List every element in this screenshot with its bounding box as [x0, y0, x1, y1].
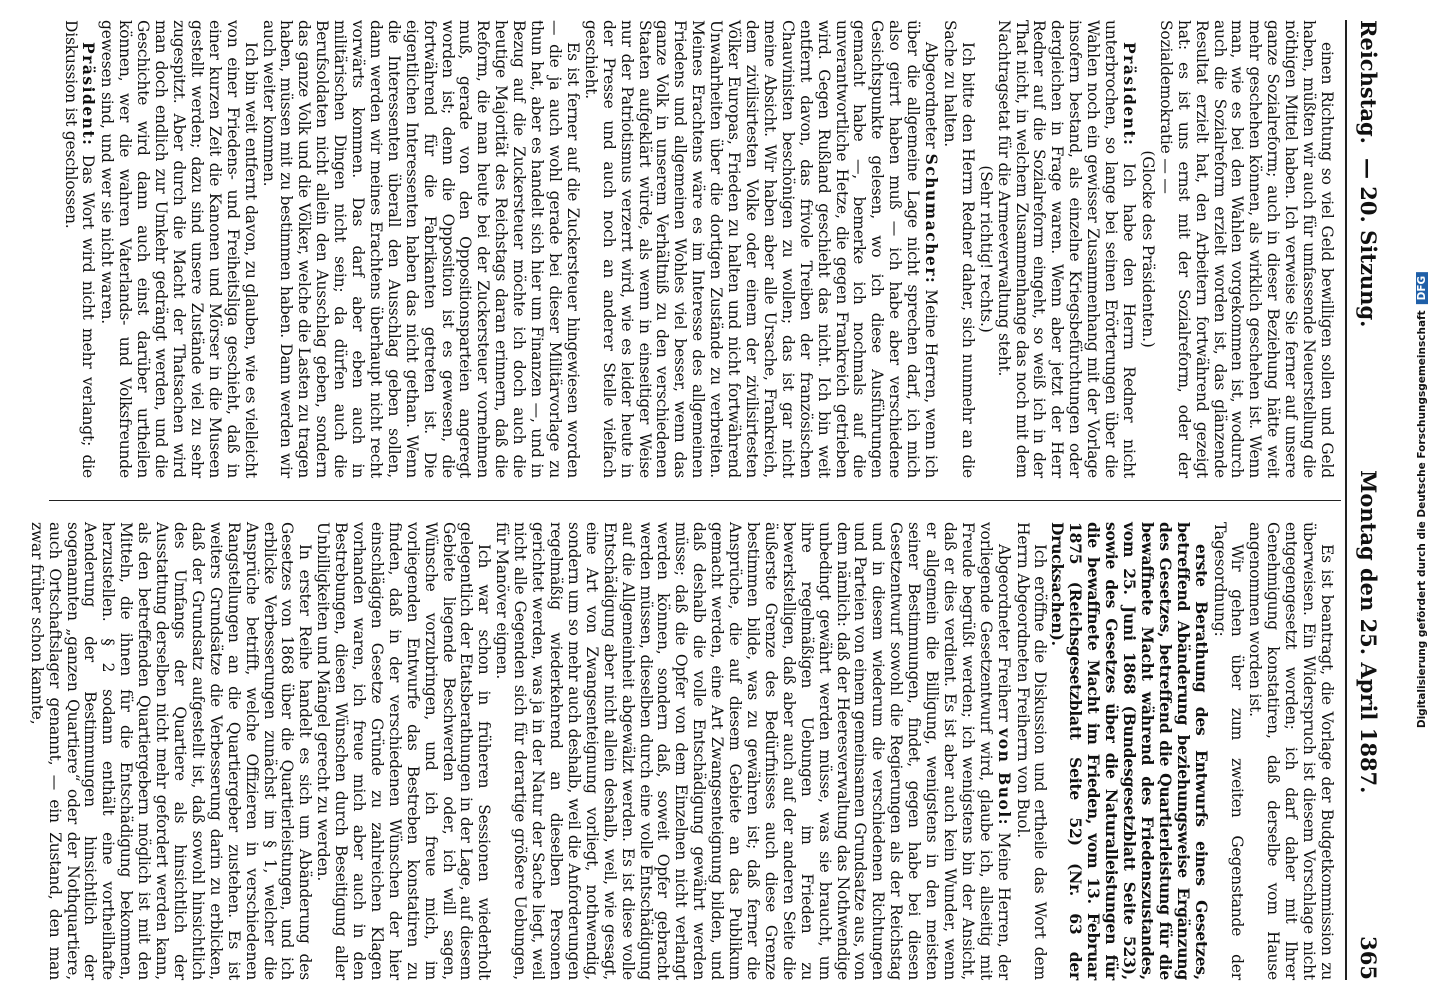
header-title: Reichstag. — [1356, 20, 1382, 144]
column-divider — [49, 500, 1341, 501]
digitization-banner — [1414, 0, 1430, 1000]
body-paragraph: Es ist ferner auf die Zuckersteuer hingewiesen worden — die ja auch wohl gerade bei dieser Militärvorlage zu thun hat, aber es handelt sich hier um Finanzen —, und in Bezug auf die Zuckersteuer möchte ich doch auch die heutige Majorität des Reichstags daran erinnern, daß die Reform, die man heute bei der Zuckersteuer vornehmen muß, gerade von den Oppositionsparteien angeregt worden ist; denn die Opposition ist es gewesen, die fortwährend für die Fabrikanten getreten ist. Die eigentlichen Interessenten haben das nicht gethan. Wenn die Interessenten überall den Ausschlag geben sollen, dann werden wir meines Erachtens überhaupt nicht recht vorwärts kommen. Das darf aber eben auch in militärischen Dingen nicht sein; da dürfen auch die Berufsoldaten nicht allein den Ausschlag geben, sondern das ganze Volk und die Völker, welche die Lasten zu tragen haben, müssen mit zu bestimmen haben. Dann werden wir auch weiter kommen. — [259, 20, 582, 478]
header-date: Montag den 25. April 1887. — [1356, 470, 1382, 794]
stage-direction: (Glocke des Präsidenten.) — [1138, 150, 1157, 348]
header-session: — 20. Sitzung. — [1356, 157, 1382, 328]
dfg-logo: DFG — [1416, 272, 1428, 305]
body-paragraph: In erster Reihe handelt es sich um Abänderung des Gesetzes von 1868 über die Quartierleistungen, und ich erblicke Verbesserungen zunächst im § 1, welcher die Ansprüche betrifft, welche Offizieren in verschiedenen Rangstellungen an die Quartiergeber zustehen. Es ist weiters Grundsätze die Verbesserung darin zu erblicken, daß der Grundsatz aufgestellt ist, daß sowohl hinsichtlich des Umfangs der Quartiere als hinsichtlich der Ausstattung derselben nicht mehr gefordert werden kann, als den betreffenden Quartiergebern möglich ist mit den Mitteln, die ihnen für die Entschädigung bekommen, herzustellen. § 2 sodann enthält eine vortheilhafte Aenderung der Bestimmungen hinsichtlich der sogenannten „ganzen Quartiere“ oder der Nothquartiere, auch Ortschaftslager genannt, — ein Zustand, den man zwar früher schon kannte, — [27, 522, 315, 980]
speaker-prefix: Abgeordneter — [922, 42, 941, 154]
right-text-column — [27, 522, 1336, 980]
speech-paragraph: Abgeordneter Schumacher: Meine Herren, wenn ich über die allgemeine Lage nicht sprechen darf, ich mich also geirrt haben muß — ich habe aber verschiedene Gesichtspunkte gelesen, wo ich diese Ausführungen gemacht habe —, bemerke ich nochmals auf die unverantwortliche Hetze, die gegen Frankreich getrieben wird. Gegen Rußland geschieht das nicht. Ich bin weit entfernt davon, das frivole Treiben der französischen Chauvinisten beschönigen zu wollen; das ist gar nicht meine Absicht. Wir haben aber alle Ursache, Frankreich, dem zivilisirtesten Volke oder einem der zivilisirtesten Völker Europas, Frieden zu halten und nicht fortwährend Unwahrheiten über die dortigen Zustände zu verbreiten. Meines Erachtens wäre es im Interesse des allgemeinen Friedens und allgemeinen Wohles viel besser, wenn das ganze Volk in unserem Verhältniß zu den verschiedenen Staaten aufgeklärt würde, als wenn in einseitiger Weise nur der Patriotismus verzerrt wird, wie es leider heute in der Presse und auch noch an anderer Stelle vielfach geschieht. — [581, 20, 942, 478]
body-paragraph: Ich war schon in früheren Sessionen wiederholt gelegentlich der Etatsberathungen in der Lage, auf diesem Gebiete liegende Beschwerden oder, ich will sagen, Wünsche vorzubringen, und ich freue mich, im vorliegenden Entwurfe das Bestreben konstatiren zu finden, daß in der verschiedenen Wünschen der hier einschlägigen Gesetze Gründe zu zahlreichen Klagen vorhanden waren, ich freue mich aber auch in den Bestrebungen, diesen Wünschen durch Beseitigung aller Unbilligkeiten und Mängel gerecht zu werden. — [314, 522, 494, 980]
body-paragraph: Es ist beantragt, die Vorlage der Budgetkommission zu überweisen. Ein Widerspruch ist diesem Vorschlage nicht entgegengesetzt worden; ich darf daher mit Ihrer Genehmigung konstatiren, daß derselbe vom Hause angenommen worden ist. — [1246, 522, 1336, 980]
banner-text: Digitalisierung gefördert durch die Deutsche Forschungsgemeinschaft — [1416, 310, 1428, 729]
speaker-name: Schumacher: — [922, 153, 942, 285]
rotated-newspaper-page — [27, 20, 1391, 980]
speech-paragraph: Präsident: Ich habe den Herrn Redner nicht unterbrochen, so lange bei seinen Erörterungen über die Wahlen noch ein gewisser Zusammenhang mit der Vorlage insofern bestand, als einzelne Kriegsbefürchtungen oder dergleichen in Frage waren. Wenn aber jetzt der Herr Redner auf die Sozialreform eingeht, so weiß ich in der That nicht, in welchem Zusammenhange das noch mit dem Nachtragsetat für die Armeeverwaltung steht. — [994, 20, 1140, 478]
speaker-name: Präsident: — [79, 42, 99, 147]
header-left — [1357, 20, 1382, 327]
body-paragraph: Wir gehen über zum zweiten Gegenstande der Tagesordnung: — [1210, 522, 1247, 980]
body-paragraph: Ich eröffne die Diskussion und ertheile das Wort dem Herrn Abgeordneten Freiherrn von Buol. — [1013, 522, 1050, 980]
speaker-prefix: Abgeordneter Freiherr — [994, 544, 1013, 729]
body-paragraph: Ich bin weit entfernt davon, zu glauben, wie es vielleicht von einer Friedens- und Freiheitsliga geschieht, daß in einer kurzen Zeit die Kanonen und Mörser in die Museen gestellt werden; dazu sind unsere Zustände viel zu sehr zugespitzt. Aber durch die Macht der Thatsachen wird man doch endlich zur Umkehr gedrängt werden, und die Geschichte wird dann auch einst darüber urtheilen können, wer die wahren Vaterlands- und Volksfreunde gewesen sind, und wer sie nicht waren. — [98, 20, 260, 478]
stage-direction: (Sehr richtig! rechts.) — [976, 165, 995, 333]
speaker-name: Präsident: — [1120, 42, 1140, 147]
agenda-item: erste Berathung des Entwurfs eines Gesetzes, betreffend Abänderung beziehungsweise Ergänzung des Gesetzes, betreffend die Quartierleistung für die bewaffnete Macht während des Friedenszustandes, vom 25. Juni 1868 (Bundesgesetzblatt Seite 523), sowie des Gesetzes über die Naturalleistungen für die bewaffnete Macht im Frieden, vom 13. Februar 1875 (Reichsgesetzblatt Seite 52) (Nr. 63 der Drucksachen). — [1048, 522, 1211, 980]
body-paragraph: Ich bitte den Herrn Redner daher, sich nunmehr an die Sache zu halten. — [940, 20, 977, 478]
header-rule — [1345, 20, 1347, 980]
page-header — [1353, 20, 1385, 980]
speech-paragraph: Präsident: Das Wort wird nicht mehr verlangt; die Diskussion ist geschlossen. — [61, 20, 99, 478]
body-paragraph: einen Richtung so viel Geld bewilligen sollen und Geld haben, müßten wir auch für umfassende Neuerstellung die nöthigen Mittel haben. Ich verweise Sie ferner auf unsere ganze Sozialreform; auch in dieser Beziehung hätte weit mehr geschehen können, als wirklich geschehen ist. Wenn man, wie es bei den Wahlen vorgekommen ist, wodurch auch die Sozialreform erzielt worden ist, das glänzende Resultat erzielt hat, den Arbeitern fortwährend gezeigt hat: es ist uns ernst mit der Sozialreform, oder der Sozialdemokratie — — — [1156, 20, 1336, 478]
page-number: 365 — [1356, 936, 1382, 980]
speaker-name: von Buol: — [994, 728, 1014, 826]
speech-paragraph: Abgeordneter Freiherr von Buol: Meine Herren, der vorliegende Gesetzentwurf wird, glaube ich, allseitig mit Freude begrüßt werden; ich wenigstens bin der Ansicht, daß er dies verdient. Es ist aber auch kein Wunder, wenn er allgemein die Billigung, wenigstens in den meisten seiner Bestimmungen, findet, gegen habe bei diesen Gesetzentwurf sowohl die Regierungen als der Reichstag und in diesem wiederum die verschiedenen Richtungen und Parteien von einem gemeinsamen Grundsatze aus, von dem nämlich: daß der Heeresverwaltung das Nothwendige unbedingt gewährt werden müsse, was sie braucht, um ihre regelmäßigen Uebungen im Frieden zu bewerkstelligen, daß aber auch auf der anderen Seite die äußerste Grenze des Bedürfnisses auch diese Grenze bestimmen bilde, was zu gewähren ist; daß ferner die Ansprüche, die auf diesem Gebiete an das Publikum gemacht werden, eine Art Zwangsenteignung bilden, und daß deshalb die volle Entschädigung gewährt werden müsse; daß die Opfer von dem Einzelnen nicht verlangt werden können, sondern daß, soweit Opfer gebracht werden müssen, dieselben durch eine volle Entschädigung auf die Allgemeinheit abgewälzt werden. Es ist diese volle Entschädigung aber nicht allein deshalb, weil, wie gesagt, eine Art von Zwangsenteignung vorliegt, nothwendig, sondern um so mehr auch deshalb, weil die Anforderungen regelmäßig wiederkehrend an dieselben Personen gerichtet werden, was ja in der Natur der Sache liegt, weil nicht alle Gegenden sich für derartige größere Uebungen, für Manöver eignen. — [493, 522, 1014, 980]
left-text-column — [49, 20, 1335, 478]
